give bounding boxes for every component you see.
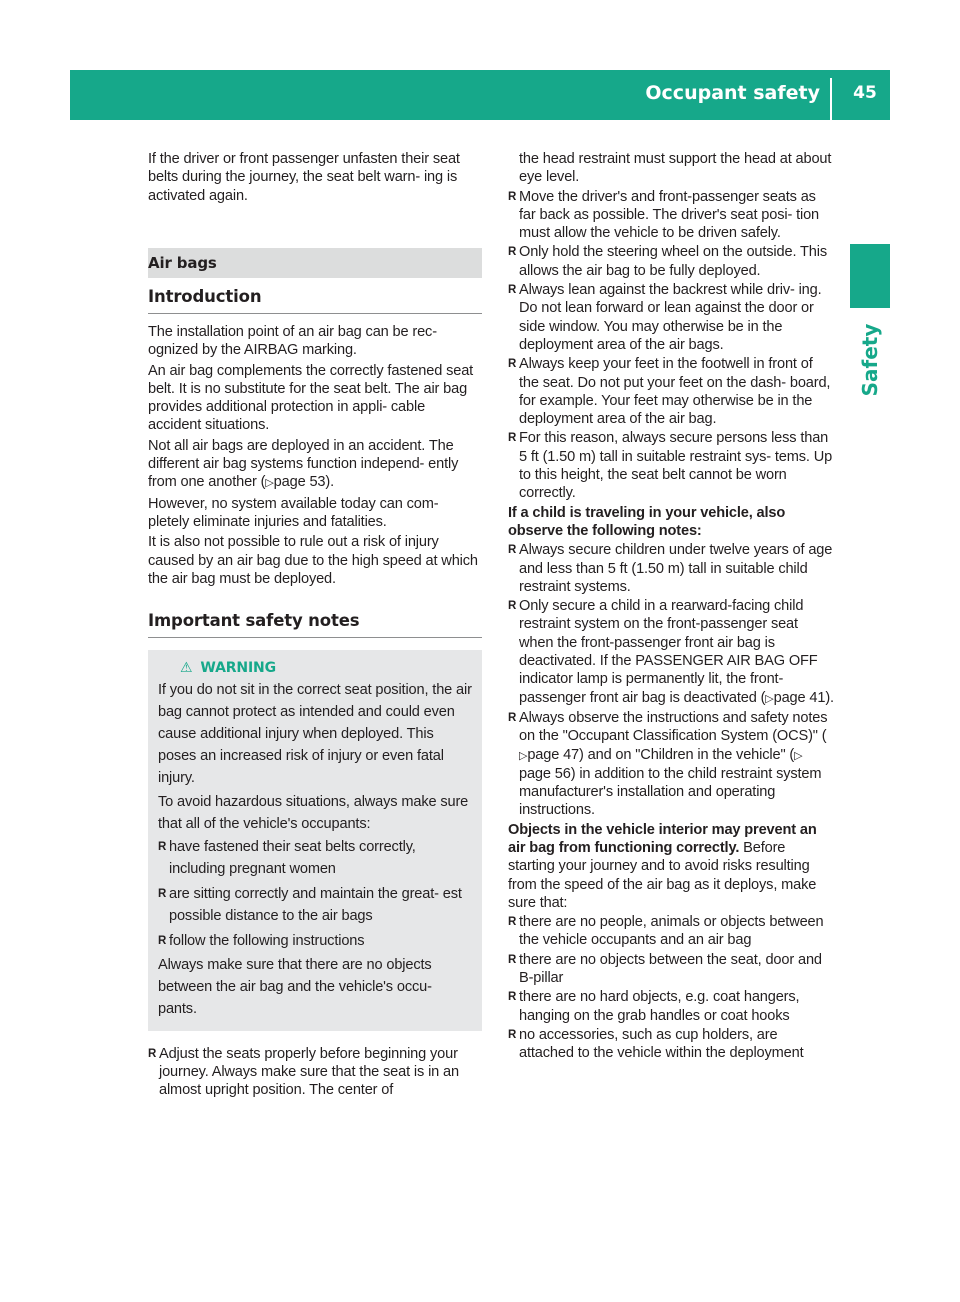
side-tab-label: Safety	[858, 323, 882, 397]
warning-p3: Always make sure that there are no objects between the air bag and the vehicle's occu- pants.	[158, 956, 432, 1017]
list-item: R there are no objects between the seat, door and B-pillar	[508, 951, 834, 988]
page-number: 45	[853, 83, 877, 103]
intro-paragraph: If the driver or front passenger unfasten their seat belts during the journey, the seat belt warn- ing is activated again.	[148, 151, 460, 204]
page-ref-link[interactable]: page 41	[773, 689, 826, 706]
list-item	[508, 709, 834, 820]
warning-heading	[158, 658, 472, 680]
list-item: R For this reason, always secure persons less than 5 ft (1.50 m) tall in suitable restraint sys- tems. Up to this height, the seat belt cannot be worn correctly.	[508, 429, 834, 502]
warning-title: WARNING	[200, 660, 276, 677]
warning-bullet: R have fastened their seat belts correctly, including pregnant women	[158, 837, 472, 881]
subheading-safety-notes: Important safety notes	[148, 610, 482, 638]
child-heading: If a child is traveling in your vehicle, also observe the following notes:	[508, 504, 786, 539]
intro-p4: However, no system available today can com- pletely eliminate injuries and fatalities.	[148, 495, 439, 530]
page-ref-arrow-icon: ▷	[519, 749, 528, 762]
intro-p1: The installation point of an air bag can be rec- ognized by the AIRBAG marking.	[148, 324, 437, 359]
intro-p3-end: ).	[325, 474, 334, 491]
objects-text: Before starting your journey and to avoid risks resulting from the speed of the air bag as it deploys, make sure that:	[508, 839, 817, 911]
page-ref-link[interactable]: page 47	[527, 746, 580, 763]
list-item: R Always keep your feet in the footwell in front of the seat. Do not put your feet on the dash- board, for example. Your feet may otherwise be in the deployment area of the air bag.	[508, 355, 834, 428]
child-b2-text: Only secure a child in a rearward-facing child restraint system on the front-passenger seat when the front-passenger front air bag is deactivated. If the PASSENGER AIR BAG OFF indicator lamp is permanently lit, the front- passenger front air bag is deactivated (	[519, 598, 818, 706]
warning-triangle-icon: ⚠	[180, 660, 193, 677]
list-item: R Only hold the steering wheel on the outside. This allows the air bag to be fully deployed.	[508, 243, 834, 280]
page-ref-arrow-icon: ▷	[265, 477, 274, 490]
page-ref-link[interactable]: page 56	[519, 765, 571, 782]
right-column	[508, 150, 834, 1063]
section-air-bags	[148, 248, 482, 278]
section-title-text: Air bags	[148, 254, 217, 272]
warning-bullet: R follow the following instructions	[158, 931, 472, 953]
page-ref-arrow-icon: ▷	[794, 749, 803, 762]
page-ref-link[interactable]: page 53	[273, 474, 326, 491]
list-item: R Adjust the seats properly before beginning your journey. Always make sure that the seat is in an almost upright position. The center of	[148, 1045, 482, 1100]
side-tab-marker	[850, 244, 890, 308]
header-bar	[70, 70, 890, 120]
left-column	[148, 150, 482, 205]
child-b3-text: Always observe the instructions and safety notes on the "Occupant Classification System (OCS)" (	[519, 709, 828, 745]
header-divider	[830, 78, 832, 120]
child-b2-end: ).	[825, 689, 834, 706]
intro-p3-text: Not all air bags are deployed in an accident. The different air bag systems function independ- ently from one another (	[148, 437, 459, 491]
introduction-block	[148, 286, 482, 1100]
intro-p2: An air bag complements the correctly fastened seat belt. It is no substitute for the seat belt. The air bag provides additional protection in appli- cable accident situations.	[148, 362, 474, 434]
continued-text: the head restraint must support the head at about eye level.	[519, 151, 832, 186]
child-b3-text-3: ) in addition to the child restraint system manufacturer's installation and operating instructions.	[519, 765, 822, 819]
intro-p3	[148, 437, 482, 493]
warning-p1: If you do not sit in the correct seat position, the air bag cannot protect as intended and could even cause additional injury when deployed. This poses an increased risk of injury or even fatal injury.	[158, 682, 472, 786]
list-item: R Move the driver's and front-passenger seats as far back as possible. The driver's seat posi- tion must allow the vehicle to be driven safely.	[508, 188, 834, 243]
subheading-introduction: Introduction	[148, 286, 482, 314]
list-item: R no accessories, such as cup holders, are attached to the vehicle within the deployment	[508, 1026, 834, 1063]
page-ref-arrow-icon: ▷	[765, 692, 774, 705]
intro-p5: It is also not possible to rule out a risk of injury caused by an air bag due to the high speed at which the air bag must be deployed.	[148, 534, 478, 587]
list-item: R there are no hard objects, e.g. coat hangers, hanging on the grab handles or coat hooks	[508, 988, 834, 1025]
list-item	[508, 597, 834, 708]
warning-bullet: R are sitting correctly and maintain the great- est possible distance to the air bags	[158, 884, 472, 928]
child-b3-text-2: ) and on "Children in the vehicle" (	[579, 746, 795, 763]
warning-p2: To avoid hazardous situations, always make sure that all of the vehicle's occupants:	[158, 793, 469, 832]
list-item: R Always secure children under twelve years of age and less than 5 ft (1.50 m) tall in suitable child restraint systems.	[508, 541, 834, 596]
objects-bold-text: Objects in the vehicle interior may prevent an air bag from functioning correctly.	[508, 821, 817, 856]
objects-paragraph	[508, 821, 834, 912]
list-item: R Always lean against the backrest while driv- ing. Do not lean forward or lean against the door or side window. You may otherwise be in the deployment area of the air bags.	[508, 281, 834, 354]
warning-box	[148, 650, 482, 1031]
list-item: R there are no people, animals or objects between the vehicle occupants and an air bag	[508, 913, 834, 950]
section-title	[148, 248, 482, 278]
chapter-title: Occupant safety	[645, 82, 820, 104]
